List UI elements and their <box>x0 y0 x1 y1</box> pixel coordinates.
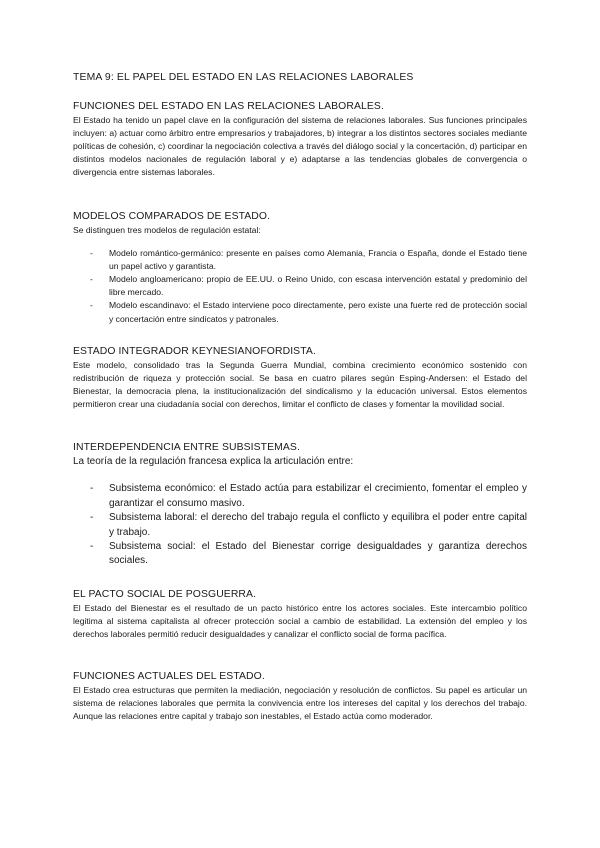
section-modelos-comparados <box>73 211 527 326</box>
section-heading: FUNCIONES ACTUALES DEL ESTADO. <box>73 671 265 682</box>
section-heading: INTERDEPENDENCIA ENTRE SUBSISTEMAS. <box>73 442 300 453</box>
section-paragraph: El Estado del Bienestar es el resultado de un pacto histórico entre los actores sociales. Este intercambio político legitima al sistema capitalista al ofrecer protección social a cambio de estabilidad. La extensión del empleo y los derechos laborales permitió reducir desigualdades y canalizar el conflicto social de forma pacífica. <box>73 603 527 640</box>
section-heading: FUNCIONES DEL ESTADO EN LAS RELACIONES LABORALES. <box>73 101 384 112</box>
list-item: - Modelo escandinavo: el Estado interviene poco directamente, pero existe una fuerte red de protección social y concertación entre sindicatos y patronales. <box>73 299 527 325</box>
section-heading: EL PACTO SOCIAL DE POSGUERRA. <box>73 589 257 600</box>
section-heading: ESTADO INTEGRADOR KEYNESIANOFORDISTA. <box>73 346 316 357</box>
section-estado-integrador <box>73 346 527 411</box>
section-paragraph: Este modelo, consolidado tras la Segunda Guerra Mundial, combina crecimiento económico sostenido con redistribución de riqueza y protección social. Se basa en cuatro pilares según Esping-Andersen: el Estado del Bienestar, la democracia plena, la institucionalización del sindicalismo y la educación universal. Estos elementos permitieron crear una ciudadanía social con derechos, limitar el conflicto de clases y fomentar la movilidad social. <box>73 360 527 410</box>
subsystem-list <box>73 482 527 568</box>
section-paragraph: El Estado ha tenido un papel clave en la configuración del sistema de relaciones laborales. Sus funciones principales incluyen: a) actuar como árbitro entre empresarios y trabajadores, b) integrar a los distintos sectores sociales mediante políticas de cohesión, c) coordinar la negociación colectiva a través del diálogo social y la concertación, d) participar en distintos modelos nacionales de regulación laboral y e) adaptarse a las tendencias globales de convergencia o divergencia entre sistemas laborales. <box>73 115 527 178</box>
list-item: - Subsistema laboral: el derecho del trabajo regula el conflicto y equilibra el poder entre capital y trabajo. <box>73 511 527 540</box>
section-funciones-estado <box>73 101 527 179</box>
list-item: - Modelo angloamericano: propio de EE.UU. o Reino Unido, con escasa intervención estatal y predominio del libre mercado. <box>73 273 527 299</box>
list-item: - Subsistema económico: el Estado actúa para estabilizar el crecimiento, fomentar el empleo y garantizar el consumo masivo. <box>73 482 527 511</box>
section-heading: MODELOS COMPARADOS DE ESTADO. <box>73 211 271 222</box>
section-interdependencia <box>73 442 527 569</box>
section-funciones-actuales <box>73 671 527 723</box>
section-pacto-social <box>73 589 527 641</box>
section-intro: La teoría de la regulación francesa explica la articulación entre: <box>73 456 354 467</box>
document-title: TEMA 9: EL PAPEL DEL ESTADO EN LAS RELACIONES LABORALES <box>73 72 414 83</box>
list-item: - Subsistema social: el Estado del Bienestar corrige desigualdades y garantiza derechos sociales. <box>73 540 527 569</box>
section-intro: Se distinguen tres modelos de regulación estatal: <box>73 225 261 235</box>
list-item: - Modelo romántico-germánico: presente en países como Alemania, Francia o España, donde el Estado tiene un papel activo y garantista. <box>73 247 527 273</box>
model-list <box>73 247 527 326</box>
section-paragraph: El Estado crea estructuras que permiten la mediación, negociación y resolución de conflictos. Su papel es articular un sistema de relaciones laborales que permita la convivencia entre los intereses del capital y los derechos del trabajo. Aunque las relaciones entre capital y trabajo son inestables, el Estado actúa como moderador. <box>73 685 527 722</box>
